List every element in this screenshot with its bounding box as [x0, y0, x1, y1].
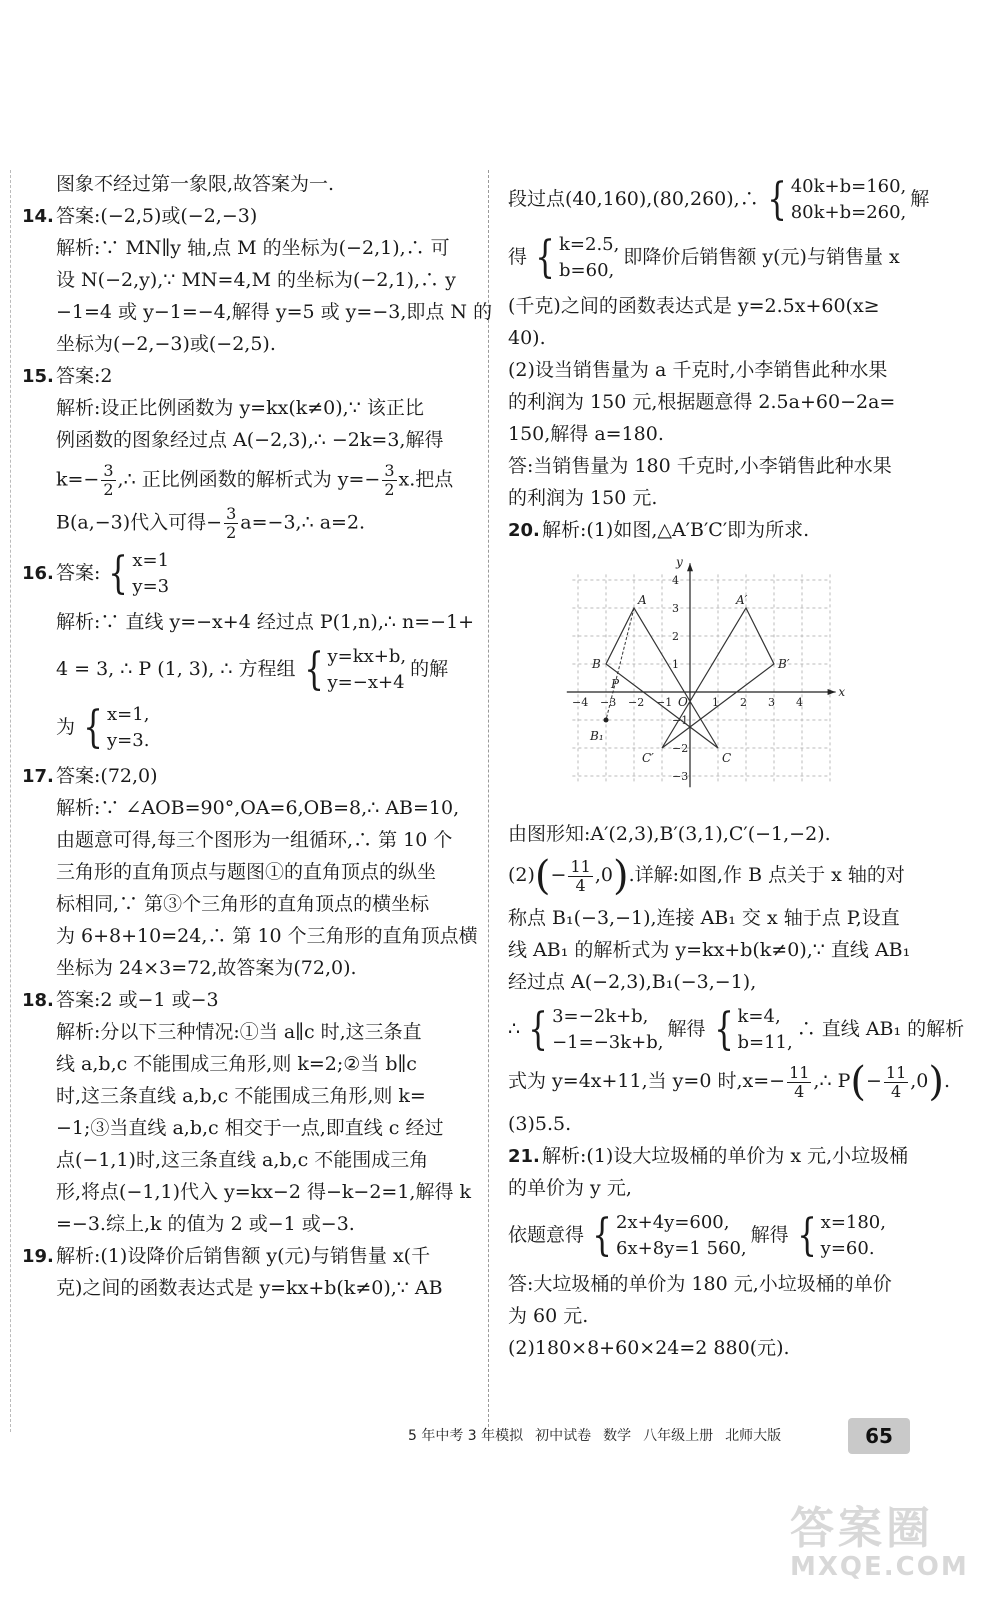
fraction: [884, 1064, 908, 1101]
equation-system: [104, 548, 169, 600]
text: 段过点(40,160),(80,260),∴: [508, 188, 759, 210]
system-line: y=60.: [820, 1238, 875, 1259]
question-number: 20.: [508, 520, 540, 541]
system-line: 2x+4y=600,: [616, 1212, 730, 1233]
text-line: 为 60 元.: [508, 1305, 589, 1327]
brace-symbol: {: [592, 1210, 612, 1261]
text: ,∴ P: [813, 1070, 851, 1092]
text-line: 解析:∵ MN∥y 轴,点 M 的坐标为(−2,1),∴ 可: [56, 237, 450, 259]
question-text: 解析:(1)设大垃圾桶的单价为 x 元,小垃圾桶: [542, 1145, 909, 1167]
equation-system: [588, 1210, 747, 1262]
text-line: (2)180×8+60×24=2 880(元).: [508, 1337, 790, 1359]
text: x.把点: [398, 468, 454, 491]
system-line: −1=−3k+b,: [552, 1032, 664, 1053]
text: 式为 y=4x+11,当 y=0 时,x=−: [508, 1070, 786, 1092]
text-line: [508, 232, 948, 284]
page-number: 65: [848, 1418, 910, 1454]
question-text: 答案:2 或−1 或−3: [56, 989, 219, 1011]
x-tick-label: −3: [600, 696, 617, 709]
text-line: [22, 505, 470, 542]
text: 依题意得: [508, 1224, 585, 1246]
text-line: 称点 B₁(−3,−1),连接 AB₁ 交 x 轴于点 P,设直: [508, 907, 900, 929]
text: 即降价后销售额 y(元)与销售量 x: [623, 246, 900, 268]
system-line: b=60,: [559, 260, 615, 281]
text-line: =−3.综上,k 的值为 2 或−1 或−3.: [56, 1213, 355, 1235]
text: ∴ 直线 AB₁ 的解析: [796, 1018, 965, 1040]
y-tick-label: 3: [672, 602, 679, 615]
question-number: 15.: [22, 366, 54, 387]
text-line: [508, 853, 948, 899]
brace-symbol: {: [83, 702, 103, 753]
text: 答案:: [56, 562, 101, 584]
fraction-numerator: 3: [384, 461, 395, 480]
fraction-denominator: 4: [890, 1081, 902, 1101]
question-number: 21.: [508, 1146, 540, 1167]
text-line: 解析:∵ ∠AOB=90°,OA=6,OB=8,∴ AB=10,: [56, 797, 460, 819]
brace-symbol: {: [303, 644, 324, 695]
system-line: x=1: [132, 550, 170, 571]
equation-system: [793, 1210, 886, 1262]
fraction-denominator: 4: [794, 1081, 805, 1101]
fraction-numerator: 11: [570, 856, 591, 876]
text-line: 40).: [508, 327, 546, 349]
fraction-numerator: 11: [885, 1062, 907, 1082]
text-line: 解析:分以下三种情况:①当 a∥c 时,这三条直: [56, 1021, 422, 1043]
text-line: 的单价为 y 元,: [508, 1177, 632, 1199]
text-line: 点(−1,1)时,这三条直线 a,b,c 不能围成三角: [56, 1149, 429, 1171]
text-line: −1=4 或 y−1=−4,解得 y=5 或 y=−3,即点 N 的: [56, 301, 493, 323]
text: 解得: [750, 1224, 789, 1246]
fraction: [101, 462, 115, 499]
text-line: [22, 644, 470, 696]
fraction-numerator: 3: [226, 504, 237, 523]
x-tick-label: −2: [628, 696, 645, 709]
system-line: y=kx+b,: [327, 646, 407, 667]
system-lines: [738, 1004, 793, 1056]
fraction-denominator: 2: [226, 523, 237, 542]
system-line: k=2.5,: [559, 234, 620, 255]
system-line: 3=−2k+b,: [552, 1006, 649, 1027]
system-line: b=11,: [737, 1032, 793, 1053]
question-line: [508, 1140, 948, 1172]
text-line: [508, 174, 948, 226]
question-line: [22, 984, 470, 1016]
brace-symbol: {: [528, 1004, 548, 1055]
system-lines: [559, 232, 619, 284]
question-number: 18.: [22, 990, 54, 1011]
system-line: x=180,: [820, 1212, 886, 1233]
label-c: C: [722, 751, 732, 765]
label-p: P: [611, 677, 620, 691]
text: 为: [56, 716, 76, 738]
x-axis-label: x: [838, 685, 846, 699]
question-line: [22, 200, 470, 232]
fraction: [568, 858, 592, 895]
system-line: x=1,: [107, 704, 150, 725]
right-column: [508, 168, 965, 1364]
origin-label: O: [678, 695, 688, 709]
y-tick-label: 2: [672, 630, 679, 643]
y-tick-label: −3: [672, 770, 689, 783]
system-line: 40k+b=160,: [790, 176, 907, 197]
text-line: 坐标为 24×3=72,故答案为(72,0).: [56, 957, 357, 979]
system-lines: [791, 174, 907, 226]
question-line: [22, 360, 470, 392]
text-line: 图象不经过第一象限,故答案为一.: [56, 173, 335, 195]
text: (2): [508, 864, 535, 886]
text: 解: [910, 188, 930, 210]
y-tick-label: 1: [672, 658, 679, 671]
text-line: [508, 1059, 951, 1105]
y-tick-label: −1: [672, 714, 689, 727]
text: .: [944, 1070, 951, 1092]
fraction: [787, 1064, 811, 1101]
text-line: [508, 1004, 965, 1056]
system-line: 80k+b=260,: [790, 202, 907, 223]
text: −: [550, 864, 567, 886]
system-line: y=3.: [107, 730, 150, 751]
text: 解得: [667, 1018, 706, 1040]
text-line: 由题意可得,每三个图形为一组循环,∴ 第 10 个: [56, 829, 453, 851]
text: ,0: [594, 864, 613, 886]
text-line: 的利润为 150 元.: [508, 487, 658, 509]
text: 的解: [410, 658, 449, 680]
equation-system: [524, 1004, 663, 1056]
label-a-prime: A′: [736, 593, 748, 607]
brace-symbol: {: [796, 1210, 817, 1261]
question-number: 14.: [22, 206, 54, 227]
question-number: 17.: [22, 766, 54, 787]
y-axis-label: y: [676, 555, 683, 569]
y-tick-label: 4: [672, 574, 679, 587]
fraction: [224, 505, 238, 542]
footer-info: [408, 1425, 793, 1445]
question-text: 答案:(72,0): [56, 765, 158, 787]
text-line: 标相同,∵ 第③个三角形的直角顶点的横坐标: [56, 893, 430, 915]
paren: ): [928, 1059, 945, 1105]
text: a=−3,∴ a=2.: [240, 511, 366, 534]
y-tick-label: −2: [672, 742, 689, 755]
paren: (: [850, 1059, 866, 1105]
label-b1: B₁: [590, 729, 604, 743]
system-line: y=3: [132, 576, 170, 597]
watermark-line1: 答案圈: [790, 1503, 934, 1554]
system-line: y=−x+4: [327, 672, 405, 693]
system-line: k=4,: [737, 1006, 781, 1027]
system-lines: [821, 1210, 886, 1262]
system-lines: [328, 644, 407, 696]
system-lines: [552, 1004, 663, 1056]
text-line: [508, 1210, 948, 1262]
system-line: 6x+8y=1 560,: [616, 1238, 747, 1259]
fraction-denominator: 2: [384, 480, 395, 499]
text-line: [22, 462, 470, 499]
question-number: 19.: [22, 1246, 54, 1267]
label-b-prime: B′: [778, 657, 790, 671]
label-c-prime: C′: [642, 751, 654, 765]
text-line: 克)之间的函数表达式是 y=kx+b(k≠0),∵ AB: [56, 1277, 443, 1299]
text-line: −1;③当直线 a,b,c 相交于一点,即直线 c 经过: [56, 1117, 444, 1139]
text-line: 线 a,b,c 不能围成三角形,则 k=2;②当 b∥c: [56, 1053, 417, 1075]
text-line: 三角形的直角顶点与题图①的直角顶点的纵坐: [56, 861, 437, 883]
text-line: 答:大垃圾桶的单价为 180 元,小垃圾桶的单价: [508, 1273, 892, 1295]
text-line: (3)5.5.: [508, 1113, 572, 1135]
watermark-line2: MXQE.COM: [790, 1552, 969, 1582]
system-lines: [107, 702, 149, 754]
text: .详解:如图,作 B 点关于 x 轴的对: [628, 864, 905, 886]
fraction: [382, 462, 396, 499]
text-line: 解析:∵ 直线 y=−x+4 经过点 P(1,n),∴ n=−1+: [56, 611, 475, 633]
text: B(a,−3)代入可得−: [56, 511, 223, 534]
text-line: 150,解得 a=180.: [508, 423, 664, 445]
text-line: 解析:设正比例函数为 y=kx(k≠0),∵ 该正比: [56, 397, 424, 419]
equation-system: [763, 174, 907, 226]
system-lines: [616, 1210, 747, 1262]
brace-symbol: {: [108, 548, 129, 599]
x-tick-label: −1: [656, 696, 673, 709]
x-tick-label: 3: [768, 696, 775, 709]
column-divider: [488, 170, 489, 1432]
footer-item: 北师大版: [725, 1428, 782, 1444]
left-column: [22, 168, 493, 1304]
equation-system: [710, 1004, 793, 1056]
paren: (: [534, 853, 551, 899]
watermark: [790, 1492, 969, 1582]
text-line: 线 AB₁ 的解析式为 y=kx+b(k≠0),∵ 直线 AB₁: [508, 939, 911, 961]
text: k=−: [56, 468, 100, 491]
text: 得: [508, 246, 528, 268]
text-line: 答:当销售量为 180 千克时,小李销售此种水果: [508, 455, 892, 477]
text-line: (千克)之间的函数表达式是 y=2.5x+60(x≥: [508, 295, 880, 317]
text-line: 为 6+8+10=24,∴ 第 10 个三角形的直角顶点横: [56, 925, 478, 947]
question-line: [22, 760, 470, 792]
question-text: 解析:(1)如图,△A′B′C′即为所求.: [542, 519, 810, 541]
label-b: B: [592, 657, 601, 671]
fraction-denominator: 4: [575, 875, 586, 895]
equation-system: [300, 644, 407, 696]
question-line: [22, 548, 470, 600]
text: ,0: [910, 1070, 929, 1092]
x-tick-label: 4: [796, 696, 803, 709]
fraction-numerator: 11: [789, 1062, 810, 1082]
question-text: 答案:(−2,5)或(−2,−3): [56, 205, 258, 227]
text: ,∴ 正比例函数的解析式为 y=−: [117, 468, 381, 491]
brace-symbol: {: [766, 174, 787, 225]
footer-item: 八年级上册: [643, 1428, 714, 1444]
system-lines: [132, 548, 169, 600]
question-text: 答案:2: [56, 365, 113, 387]
text-line: 的利润为 150 元,根据题意得 2.5a+60−2a=: [508, 391, 896, 413]
text-line: 由图形知:A′(2,3),B′(3,1),C′(−1,−2).: [508, 823, 831, 845]
text-line: 设 N(−2,y),∵ MN=4,M 的坐标为(−2,1),∴ y: [56, 269, 456, 291]
text: −: [865, 1070, 882, 1092]
x-axis-arrow: [828, 689, 836, 695]
footer-item: 5 年中考 3 年模拟: [408, 1428, 524, 1444]
text-line: 坐标为(−2,−3)或(−2,5).: [56, 333, 276, 355]
footer-item: 数学: [603, 1428, 632, 1444]
equation-system: [79, 702, 149, 754]
coordinate-graph: [572, 552, 858, 812]
y-axis-arrow: [687, 563, 693, 571]
equation-system: [531, 232, 619, 284]
footer-item: 初中试卷: [535, 1428, 592, 1444]
question-text: 解析:(1)设降价后销售额 y(元)与销售量 x(千: [56, 1245, 431, 1267]
question-line: [508, 514, 948, 546]
text-line: 形,将点(−1,1)代入 y=kx−2 得−k−2=1,解得 k: [56, 1181, 472, 1203]
fraction-denominator: 2: [103, 480, 114, 499]
paren: ): [612, 853, 629, 899]
x-tick-label: 1: [712, 696, 719, 709]
brace-symbol: {: [713, 1004, 734, 1055]
text-line: 例函数的图象经过点 A(−2,3),∴ −2k=3,解得: [56, 429, 444, 451]
brace-symbol: {: [535, 232, 555, 283]
x-tick-label: 2: [740, 696, 747, 709]
text: ∴: [508, 1018, 521, 1040]
x-tick-label: −4: [572, 696, 589, 709]
question-line: [22, 1240, 470, 1272]
text-line: [22, 702, 470, 754]
text-line: 时,这三条直线 a,b,c 不能围成三角形,则 k=: [56, 1085, 426, 1107]
text-line: (2)设当销售量为 a 千克时,小李销售此种水果: [508, 359, 888, 381]
margin-rule: [10, 170, 11, 1432]
point-b1: [604, 718, 609, 723]
text-line: 经过点 A(−2,3),B₁(−3,−1),: [508, 971, 757, 993]
label-a: A: [638, 593, 647, 607]
fraction-numerator: 3: [103, 461, 114, 480]
question-number: 16.: [22, 563, 54, 584]
text: 4 = 3, ∴ P (1, 3), ∴ 方程组: [56, 658, 296, 680]
